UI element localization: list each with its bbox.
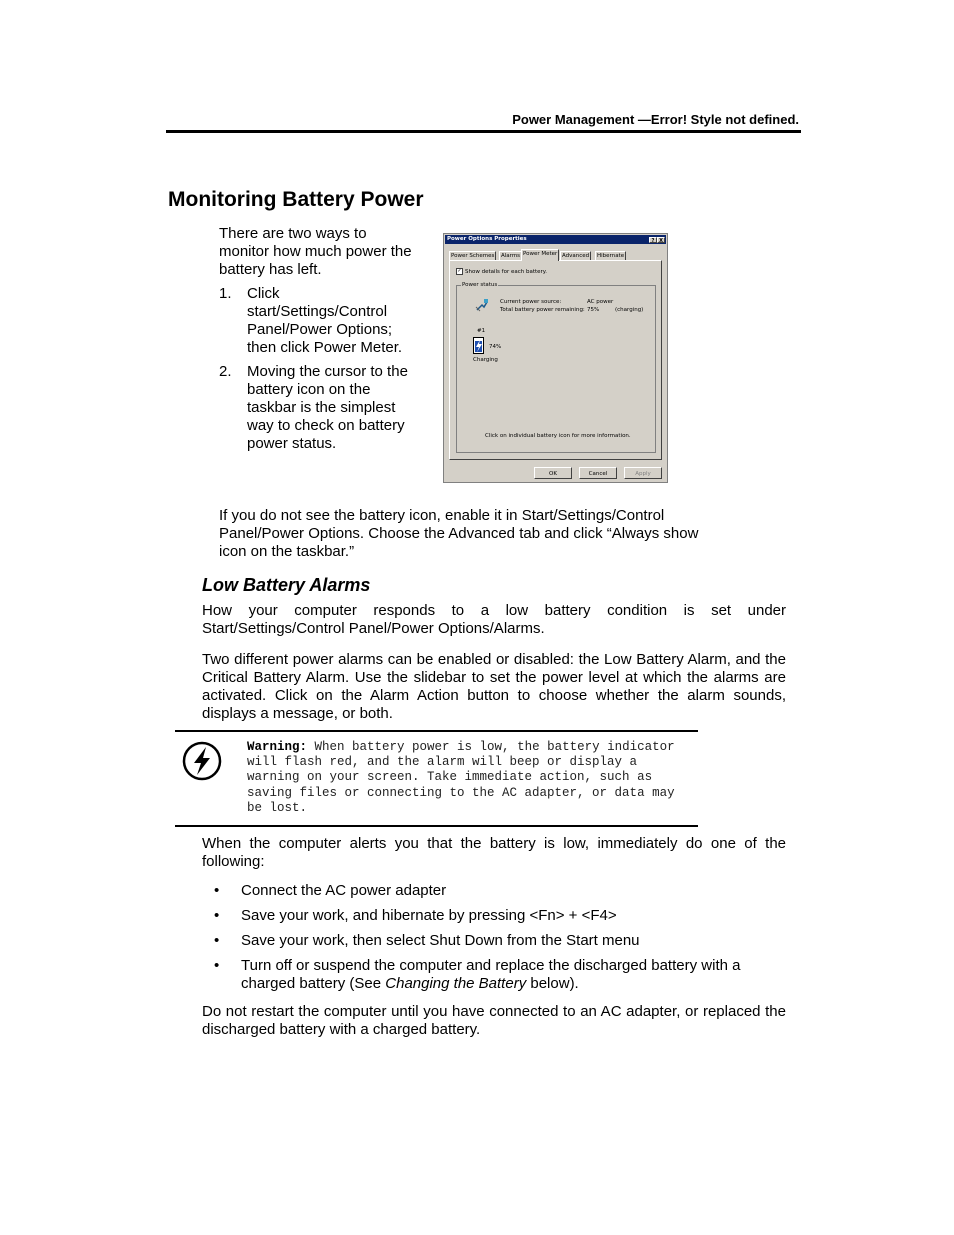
battery-hint: Click on individual battery icon for more information. (485, 433, 631, 439)
apply-button[interactable]: Apply (624, 467, 662, 479)
bullet: • (214, 957, 220, 974)
current-source-value: AC power (587, 299, 614, 305)
bullet-text-post: below). (526, 975, 579, 992)
chapter-title: Power Management (512, 112, 635, 127)
bullet-text: Connect the AC power adapter (241, 882, 447, 899)
power-meter-panel (449, 260, 662, 460)
actions-list (214, 882, 774, 1000)
bullet: • (214, 882, 220, 899)
tab-advanced[interactable]: Advanced (562, 253, 590, 259)
tab-power-schemes[interactable]: Power Schemes (451, 253, 495, 259)
list-item (219, 285, 419, 357)
tab-hibernate[interactable]: Hibernate (597, 253, 625, 259)
help-button[interactable]: ? (649, 237, 657, 243)
show-details-label: Show details for each battery. (465, 269, 548, 275)
battery-label: #1 (477, 328, 486, 334)
power-status-group (456, 282, 656, 453)
ok-button[interactable]: OK (534, 467, 572, 479)
charging-bolt-icon (475, 340, 483, 352)
warning-label: Warning: (247, 740, 308, 754)
alarms-paragraph-2: Two different power alarms can be enabled or disabled: the Low Battery Alarm, and the Critical Battery Alarm. Use the slidebar to set the power level at which the alarms are activated. Click on the Alarm Action button to choose whether the alarm sounds, displays a message, or both. (202, 651, 786, 722)
warning-bottom-rule (175, 825, 698, 827)
bullet: • (214, 932, 220, 949)
list-item (214, 882, 774, 900)
intro-paragraph: There are two ways to monitor how much power the battery has left. (219, 225, 412, 278)
subsection-title: Low Battery Alarms (202, 575, 371, 595)
power-options-dialog-screenshot (443, 233, 668, 483)
tab-alarms[interactable]: Alarms (501, 253, 521, 259)
alarms-paragraph-4: Do not restart the computer until you have connected to an AC adapter, or replaced the discharged battery with a charged battery. (202, 1003, 786, 1038)
alarms-paragraph-3: When the computer alerts you that the battery is low, immediately do one of the following: (202, 835, 786, 870)
list-item (214, 907, 774, 925)
alarms-paragraph-1: How your computer responds to a low battery condition is set under Start/Settings/Control Panel/Power Options/Alarms. (202, 602, 786, 637)
battery-icon[interactable] (473, 337, 484, 354)
warning-note (247, 740, 697, 816)
list-item (219, 363, 419, 453)
bullet-text: Save your work, and hibernate by pressing <Fn> + <F4> (241, 907, 617, 924)
dialog-title-bar (445, 235, 666, 244)
current-source-label: Current power source: (500, 299, 562, 305)
running-header (166, 112, 799, 127)
header-error-note: Error! Style not defined. (650, 112, 799, 127)
header-rule (166, 130, 801, 133)
tab-power-meter[interactable]: Power Meter (521, 249, 559, 261)
steps-list (219, 285, 419, 459)
battery-percent: 74% (489, 344, 502, 350)
list-item (214, 957, 774, 993)
cross-reference: Changing the Battery (385, 975, 527, 992)
bullet-text: Save your work, then select Shut Down from the Start menu (241, 932, 640, 949)
step-text: Click start/Settings/Control Panel/Power Options; then click Power Meter. (247, 285, 403, 356)
section-title: Monitoring Battery Power (168, 188, 424, 211)
power-plug-icon (475, 298, 489, 312)
bullet: • (214, 907, 220, 924)
warning-lightning-icon (181, 741, 223, 781)
step-number: 2. (219, 363, 232, 380)
total-remaining-value: 75% (587, 307, 600, 313)
show-details-checkbox[interactable]: ✓ (457, 268, 462, 274)
cancel-button[interactable]: Cancel (579, 467, 617, 479)
battery-status: Charging (473, 357, 498, 363)
close-button[interactable]: X (657, 237, 665, 243)
total-remaining-label: Total battery power remaining: (500, 307, 585, 313)
bullet-text-pre: Turn off or suspend the computer and replace the discharged battery with a charged battery (See (241, 957, 741, 992)
step-text: Moving the cursor to the battery icon on the taskbar is the simplest way to check on battery power status. (247, 363, 408, 452)
dialog-title: Power Options Properties (447, 236, 527, 242)
warning-top-rule (175, 730, 698, 732)
list-item (214, 932, 774, 950)
group-label: Power status (462, 282, 498, 288)
step-number: 1. (219, 285, 232, 302)
battery-icon-paragraph: If you do not see the battery icon, enable it in Start/Settings/Control Panel/Power Options. Choose the Advanced tab and click “Always show icon on the taskbar.” (219, 507, 699, 560)
warning-text: When battery power is low, the battery indicator will flash red, and the alarm will beep or display a warning on your screen. Take immediate action, such as saving files or connecting to the AC adapter, or data may be lost. (247, 740, 675, 815)
header-separator: — (637, 112, 651, 127)
total-remaining-status: (charging) (615, 307, 644, 313)
